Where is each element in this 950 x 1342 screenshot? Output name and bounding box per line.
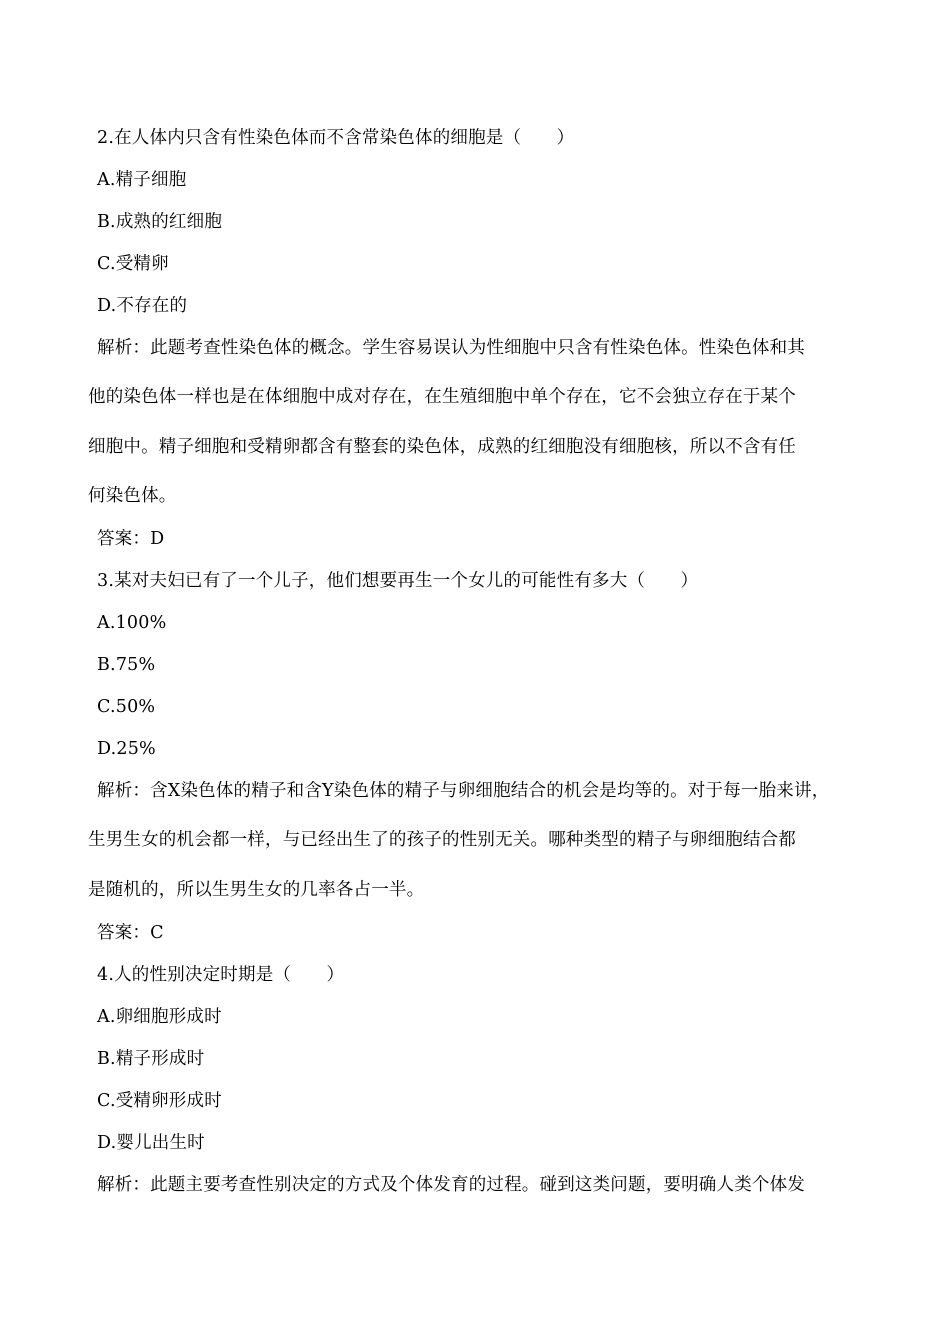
question-2-analysis-line-1: 解析：此题考查性染色体的概念。学生容易误认为性细胞中只含有性染色体。性染色体和其 [97, 338, 805, 358]
question-4-option-b: B.精子形成时 [97, 1049, 205, 1069]
question-2-option-b: B.成熟的红细胞 [97, 212, 223, 232]
question-2-option-a: A.精子细胞 [97, 170, 187, 190]
question-4-option-c: C.受精卵形成时 [97, 1091, 222, 1111]
question-2-option-c: C.受精卵 [97, 254, 169, 274]
question-3-option-b: B.75% [97, 655, 156, 675]
question-3-analysis-line-1: 解析：含X染色体的精子和含Y染色体的精子与卵细胞结合的机会是均等的。对于每一胎来讲， [97, 781, 830, 801]
question-2-stem: 2.在人体内只含有性染色体而不含常染色体的细胞是（ ） [97, 128, 575, 148]
question-4-option-a: A.卵细胞形成时 [97, 1007, 222, 1027]
question-4-analysis-line-1: 解析：此题主要考查性别决定的方式及个体发育的过程。碰到这类问题，要明确人类个体发 [97, 1175, 805, 1195]
question-3-answer: 答案：C [97, 923, 164, 943]
question-3-option-d: D.25% [97, 739, 156, 759]
question-3-option-a: A.100% [97, 613, 167, 633]
question-3-analysis-line-2: 生男生女的机会都一样，与已经出生了的孩子的性别无关。哪种类型的精子与卵细胞结合都 [88, 830, 796, 850]
question-2-answer: 答案：D [97, 529, 165, 549]
question-3-stem: 3.某对夫妇已有了一个儿子，他们想要再生一个女儿的可能性有多大（ ） [97, 571, 699, 591]
question-4-stem: 4.人的性别决定时期是（ ） [97, 965, 345, 985]
question-3-option-c: C.50% [97, 697, 156, 717]
question-2-option-d: D.不存在的 [97, 296, 188, 316]
question-3-analysis-line-3: 是随机的，所以生男生女的几率各占一半。 [88, 880, 425, 900]
question-2-analysis-line-4: 何染色体。 [88, 486, 177, 506]
question-4-option-d: D.婴儿出生时 [97, 1133, 205, 1153]
question-2-analysis-line-2: 他的染色体一样也是在体细胞中成对存在，在生殖细胞中单个存在，它不会独立存在于某个 [88, 387, 796, 407]
question-2-analysis-line-3: 细胞中。精子细胞和受精卵都含有整套的染色体，成熟的红细胞没有细胞核，所以不含有任 [88, 437, 796, 457]
